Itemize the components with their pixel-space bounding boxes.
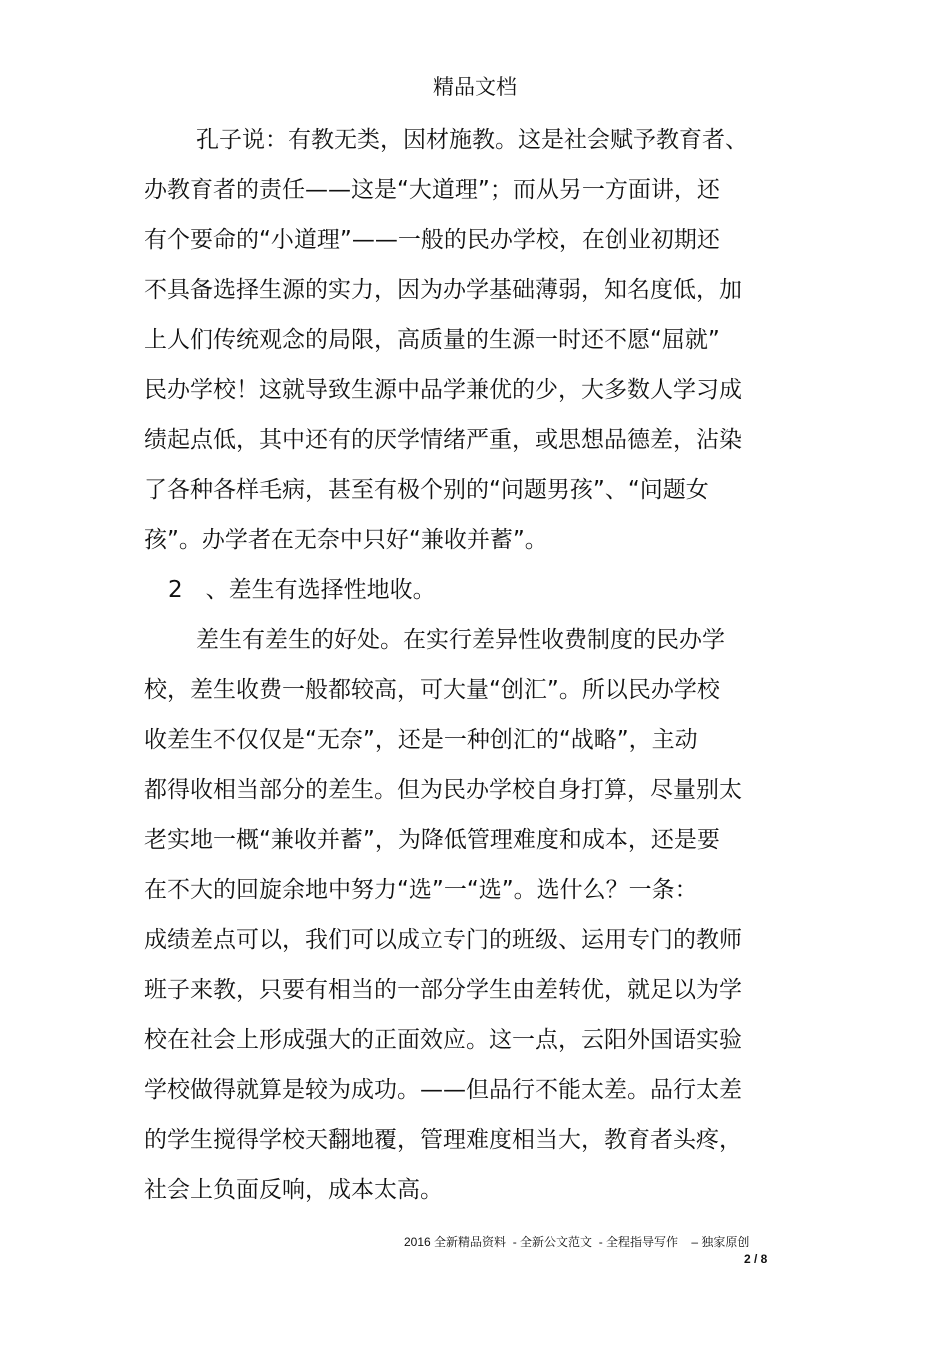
text-line: 班子来教，只要有相当的一部分学生由差转优，就足以为学	[144, 977, 742, 1003]
text-line: 老实地一概“兼收并蓄”，为降低管理难度和成本，还是要	[144, 827, 720, 853]
text-line: 的学生搅得学校天翻地覆，管理难度相当大，教育者头疼，	[144, 1127, 742, 1153]
text-line: 民办学校！这就导致生源中品学兼优的少，大多数人学习成	[144, 377, 742, 403]
text-line: 成绩差点可以，我们可以成立专门的班级、运用专门的教师	[144, 927, 742, 953]
text-line: 有个要命的“小道理”——一般的民办学校，在创业初期还	[144, 227, 720, 253]
text-line: 社会上负面反响，成本太高。	[144, 1177, 443, 1203]
page-header-title: 精品文档	[433, 75, 517, 99]
text-line: 了各种各样毛病，甚至有极个别的“问题男孩”、“问题女	[144, 477, 709, 503]
text-line: 校，差生收费一般都较高，可大量“创汇”。所以民办学校	[144, 677, 720, 703]
text-line: 孔子说：有教无类，因材施教。这是社会赋予教育者、	[196, 127, 748, 153]
text-line: 校在社会上形成强大的正面效应。这一点，云阳外国语实验	[144, 1027, 742, 1053]
text-line: 收差生不仅仅是“无奈”，还是一种创汇的“战略”，主动	[144, 727, 698, 753]
text-line: 上人们传统观念的局限，高质量的生源一时还不愿“屈就”	[144, 327, 720, 353]
page-number: 2 / 8	[744, 1252, 768, 1266]
text-line: 办教育者的责任——这是“大道理”；而从另一方面讲，还	[144, 177, 720, 203]
footer-text: 2016 全新精品资料 - 全新公文范文 - 全程指导写作 – 独家原创	[404, 1235, 750, 1249]
text-line: 学校做得就算是较为成功。——但品行不能太差。品行太差	[144, 1077, 742, 1103]
text-line: 差生有差生的好处。在实行差异性收费制度的民办学	[196, 627, 725, 653]
text-line: 都得收相当部分的差生。但为民办学校自身打算，尽量别太	[144, 777, 742, 803]
section-heading: 2 、差生有选择性地收。	[168, 577, 436, 603]
text-line: 在不大的回旋余地中努力“选”一“选”。选什么？一条：	[144, 877, 698, 903]
text-line: 不具备选择生源的实力，因为办学基础薄弱，知名度低，加	[144, 277, 742, 303]
text-line: 孩”。办学者在无奈中只好“兼收并蓄”。	[144, 527, 548, 553]
text-line: 绩起点低，其中还有的厌学情绪严重，或思想品德差，沾染	[144, 427, 742, 453]
